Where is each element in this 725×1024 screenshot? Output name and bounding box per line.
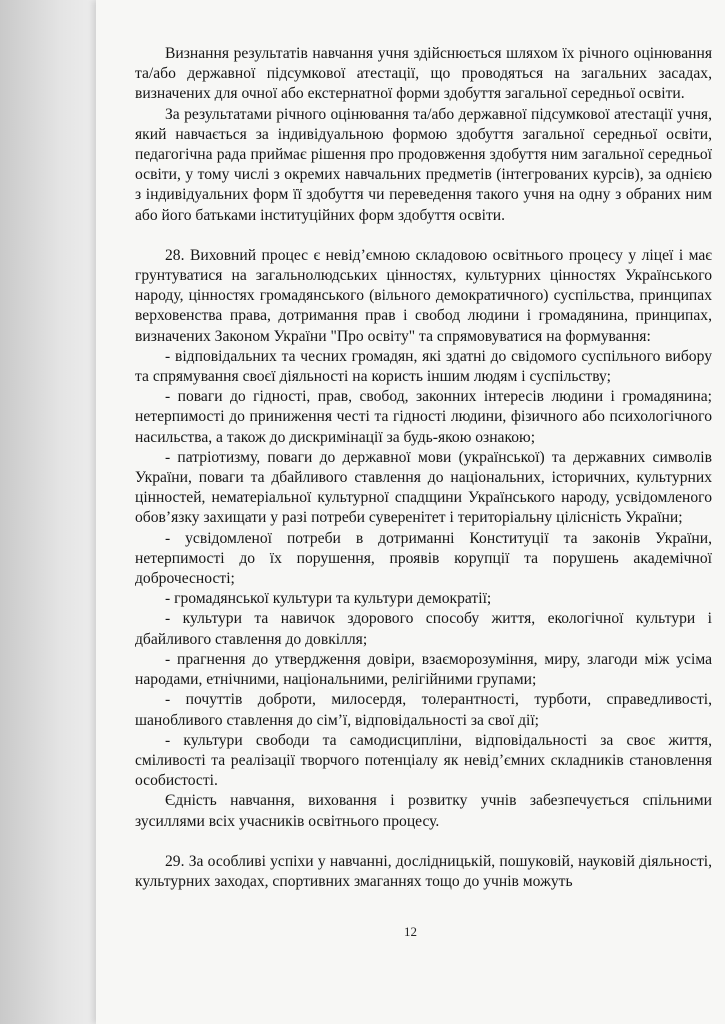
list-item: - культури свободи та самодисципліни, відповідальності за своє життя, сміливості та реалізації творчого потенціалу як невід’ємних складників становлення особистості. xyxy=(135,731,712,790)
list-item: - патріотизму, поваги до державної мови (української) та державних символів України, поваги та дбайливого ставлення до національних, історичних, культурних цінностей, нематеріальної культурної спадщини Українського народу, усвідомленого обов’язку захищати у разі потреби суверенітет і територіальну цілісність України; xyxy=(135,448,712,527)
scan-left-margin xyxy=(0,0,110,1024)
list-item: - культури та навичок здорового способу життя, екологічної культури і дбайливого ставлення до довкілля; xyxy=(135,610,712,648)
page-content xyxy=(135,44,712,892)
paragraph-gap xyxy=(135,226,712,246)
list-item: - громадянської культури та культури демократії; xyxy=(165,590,492,608)
paragraph-gap xyxy=(135,832,712,852)
list-item: - прагнення до утвердження довіри, взаєморозуміння, миру, злагоди між усіма народами, етнічними, національними, релігійними групами; xyxy=(135,650,712,689)
list-item: - усвідомленої потреби в дотриманні Конституції та законів України, нетерпимості до їх порушення, проявів корупції та порушень академічної доброчесності; xyxy=(135,529,712,588)
paragraph-28-intro: 28. Виховний процес є невід’ємною складовою освітнього процесу у ліцеї і має грунтуватися на загальнолюдських цінностях, культурних цінностях Українського народу, цінностях громадянського (вільного демократичного) суспільства, принципах верховенства права, дотримання прав і свобод людини і громадянина, принципах, визначених Законом України "Про освіту" та спрямовуватися на формування: xyxy=(135,246,712,345)
paragraph-29: 29. За особливі успіхи у навчанні, дослідницькій, пошуковій, науковій діяльності, культурних заходах, спортивних змаганнях тощо до учнів можуть xyxy=(135,852,712,890)
list-item: - почуттів доброти, милосердя, толерантності, турботи, справедливості, шанобливого ставлення до сім’ї, відповідальності за свої дії; xyxy=(135,691,712,729)
list-item: - поваги до гідності, прав, свобод, законних інтересів людини і громадянина; нетерпимості до приниження честі та гідності людини, фізичного або психологічного насильства, а також до дискримінації за будь-якою ознакою; xyxy=(135,388,712,446)
paragraph-unity: Єдність навчання, виховання і розвитку учнів забезпечується спільними зусиллями всіх учасників освітнього процесу. xyxy=(135,792,712,830)
paragraph-results-recognition: Визнання результатів навчання учня здійснюється шляхом їх річного оцінювання та/або державної підсумкової атестації, що проводяться на загальних засадах, визначених для очної або екстернатної форми здобуття загальної середньої освіти. xyxy=(135,45,712,103)
page-number: 12 xyxy=(404,924,417,939)
document-page xyxy=(96,0,725,1024)
list-item: - відповідальних та чесних громадян, які здатні до свідомого суспільного вибору та спрямування своєї діяльності на користь іншим людям і суспільству; xyxy=(135,347,712,386)
paragraph-pedagogical-council: За результатами річного оцінювання та/або державної підсумкової атестації учня, який навчається за індивідуальною формою здобуття загальної середньої освіти, педагогічна рада приймає рішення про продовження здобуття ним загальної середньої освіти, у тому числі з окремих навчальних предметів (інтегрованих курсів), за однією з індивідуальних форм її здобуття чи переведення такого учня на одну з обраних ним або його батьками інституційних форм здобуття освіти. xyxy=(135,105,712,224)
